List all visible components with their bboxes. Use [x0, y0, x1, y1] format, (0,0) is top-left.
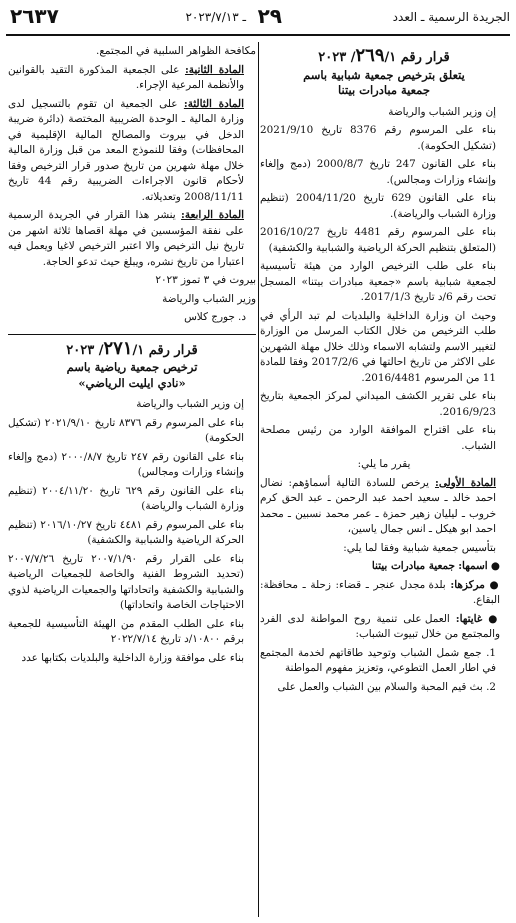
column-divider	[258, 42, 259, 917]
paragraph: بناء على القانون رقم ٢٤٧ تاريخ ٢٠٠٠/٨/٧ (دمج وإلغاء وإنشاء وزارات ومجالس)	[8, 450, 244, 478]
paragraph: بناء على القانون 629 تاريخ 2004/11/20 (تنظيم وزارة الشباب والرياضة).	[260, 192, 497, 220]
paragraph: إن وزير الشباب والرياضة	[136, 398, 244, 410]
subject-line-1: ترخيص جمعية رياضية باسم	[66, 360, 198, 374]
decision-subject	[8, 360, 256, 391]
decision-subject	[260, 68, 508, 99]
numbered-item: 2. بث قيم المحبة والسلام بين الشباب والعمل على	[277, 680, 496, 693]
gazette-title: الجريدة الرسمية ـ العدد	[392, 10, 510, 24]
decision-year: /١/ ٢٠٢٣	[66, 342, 145, 358]
article-text: على الجمعية المذكورة التقيد بالقوانين والأنظمة المرعية الإجراء.	[8, 63, 244, 91]
signature-place-date: بيروت في ٣ تموز ٢٠٢٣	[155, 274, 256, 286]
paragraph: بناء على القانون رقم ٦٢٩ تاريخ ٢٠٠٤/١١/٢٠ (تنظيم وزارة الشباب والرياضة)	[8, 484, 245, 512]
list-item	[260, 612, 508, 643]
decision-prefix: قرار رقم	[400, 50, 450, 65]
paragraph: مكافحة الظواهر السلبية في المجتمع.	[96, 45, 256, 57]
article-1	[260, 476, 508, 538]
subject-line-2: جمعية مبادرات بيتنا	[338, 83, 430, 97]
paragraph: بناء على موافقة وزارة الداخلية والبلديات بكتابها عدد	[21, 651, 244, 664]
paragraph: بناء على القرار رقم ٢٠٠٧/١/٩٠ تاريخ ٢٠٠٧/٧/٢٦ (تحديد الشروط الفنية والخاصة للجمعيات الرياضية والشبابية والكشفية واتحاداتها والجمعيات الرياضية لذوي الاحتياجات الخاصة واتحاداتها)	[8, 552, 244, 611]
paragraph: بناء على الطلب المقدم من الهيئة التأسيسية للجمعية برقم ١٠٨٠٠/د تاريخ ٢٠٢٢/٧/١٤	[8, 617, 244, 645]
issue-date: ـ ٢٠٢٣/٧/١٣	[185, 10, 246, 24]
decision-title	[260, 45, 508, 66]
page-header	[6, 4, 510, 36]
bullet-icon: ●	[490, 560, 500, 572]
article-text: على الجمعية ان تقوم بالتسجيل لدى وزارة المالية ـ الوحدة الضريبية المختصة (دائرة ضريبة الدخل في بيروت والمصالح المالية الإقليمية في المحافظات) وفقا للنموذج المعد من قبل وزارة المالية خلال مهلة شهرين من تاريخ صدور قرار الترخيص وفقا لأحكام قانون الاجراءات الضريبية رقم 44 تاريخ 2008/11/11 وتعديلاته.	[8, 97, 244, 203]
decision-title	[8, 337, 256, 359]
signature-name: د. جورج كلاس	[184, 311, 246, 323]
numbered-item: 1. جمع شمل الشباب وتوحيد طاقاتهم لخدمة المجتمع في اطار العمل التطوعي، وتعزيز مفهوم المواطنة	[260, 646, 496, 674]
item-text: بلدة مجدل عنجر ـ قضاء: زحلة ـ محافظة: البقاع.	[260, 578, 500, 606]
paragraph: بناء على طلب الترخيص الوارد من هيئة تأسيسية لجمعية شبابية باسم «جمعية مبادرات بيتنا» المسجل تحت رقم 6/د تاريخ 2017/1/3.	[260, 260, 496, 303]
decision-number: ٢٧١	[103, 337, 133, 359]
article-text: يرخص للسادة التالية أسماؤهم: نضال احمد خالد ـ سعيد احمد عبد الرحمن ـ عبد الحق كرم خروب ـ ليليان زهير حمزة ـ عمر محمد نسبين ـ محمد احمد ابو هيكل ـ انس جمال ياسين،	[260, 476, 496, 535]
subject-line-2: «نادي ايليت الرياضي»	[78, 375, 186, 390]
paragraph: بناء على المرسوم رقم ٨٣٧٦ تاريخ ٢٠٢١/٩/١٠ (تشكيل الحكومة)	[8, 416, 245, 444]
bullet-icon: ●	[488, 612, 500, 625]
article-3	[8, 97, 256, 206]
item-label: غايتها:	[455, 612, 483, 625]
paragraph: بناء على القانون 247 تاريخ 2000/8/7 (دمج وإلغاء وإنشاء وزارات ومجالس).	[260, 158, 497, 186]
decision-prefix: قرار رقم	[148, 342, 198, 358]
article-label: المادة الثالثة:	[183, 97, 244, 110]
item-text: العمل على تنمية روح المواطنة لدى الفرد والمجتمع من خلال تبيوت الشباب:	[260, 612, 500, 640]
decision-number: ٢٦٩	[355, 45, 385, 66]
paragraph: إن وزير الشباب والرياضة	[388, 105, 496, 118]
paragraph: بناء على اقتراح الموافقة الوارد من رئيس مصلحة الشباب.	[260, 424, 496, 452]
left-column	[8, 44, 256, 669]
right-column	[260, 44, 508, 698]
issue-number: ٢٩	[257, 4, 282, 28]
item-label: اسمها:	[458, 560, 488, 572]
article-4	[8, 208, 256, 270]
section-separator	[8, 334, 256, 335]
signature-title: وزير الشباب والرياضة	[162, 292, 256, 305]
decision-year: /١/ ٢٠٢٣	[318, 50, 397, 65]
article-label: المادة الرابعة:	[181, 209, 244, 221]
list-item	[260, 559, 508, 575]
paragraph: بناء على المرسوم رقم ٤٤٨١ تاريخ ٢٠١٦/١٠/٢٧ (تنظيم الحركة الرياضية والشبابية والكشفية)	[8, 518, 244, 546]
item-label: مركزها:	[450, 578, 485, 591]
article-2	[8, 63, 256, 94]
article-text: ينشر هذا القرار في الجريدة الرسمية على نفقة المؤسسين في مهلة اقصاها ثلاثة اشهر من تاريخ نيل الترخيص والا اعتبر الترخيص لاغيا ويعمل فيه اعتبارا من تاريخ نشره، ويبلغ حيث تدعو الحاجة.	[8, 209, 244, 268]
bullet-icon: ●	[489, 578, 500, 591]
article-label: المادة الأولى:	[434, 476, 496, 489]
subject-line-1: يتعلق بترخيص جمعية شبابية باسم	[303, 67, 465, 82]
list-item	[260, 578, 508, 609]
page-number: ٢٦٣٧	[10, 4, 59, 28]
paragraph: بناء على المرسوم رقم 8376 تاريخ 2021/9/10 (تشكيل الحكومة).	[260, 124, 497, 152]
paragraph: بتأسيس جمعية شبابية وفقا لما يلي:	[343, 541, 496, 554]
decides-heading: يقرر ما يلي:	[357, 458, 411, 470]
article-label: المادة الثانية:	[184, 63, 245, 76]
paragraph: بناء على تقرير الكشف الميداني لمركز الجمعية بتاريخ 2016/9/23.	[260, 390, 496, 418]
paragraph: بناء على المرسوم رقم 4481 تاريخ 2016/10/27 (المتعلق بتنظيم الحركة الرياضية والشبابية والكشفية)	[260, 226, 497, 254]
paragraph: وحيث ان وزارة الداخلية والبلديات لم تبد الرأي في طلب الترخيص من خلال الكتاب المرسل من الوزارة لتغيير الاسم ولتشابه الاسماء وذلك خلال مهلة الشهرين على الاكثر من تاريخ احالتها في 2017/2/6 وفقا للمادة 11 من المرسوم 2016/4481.	[260, 309, 496, 384]
item-text: جمعية مبادرات بيتنا	[371, 560, 455, 572]
